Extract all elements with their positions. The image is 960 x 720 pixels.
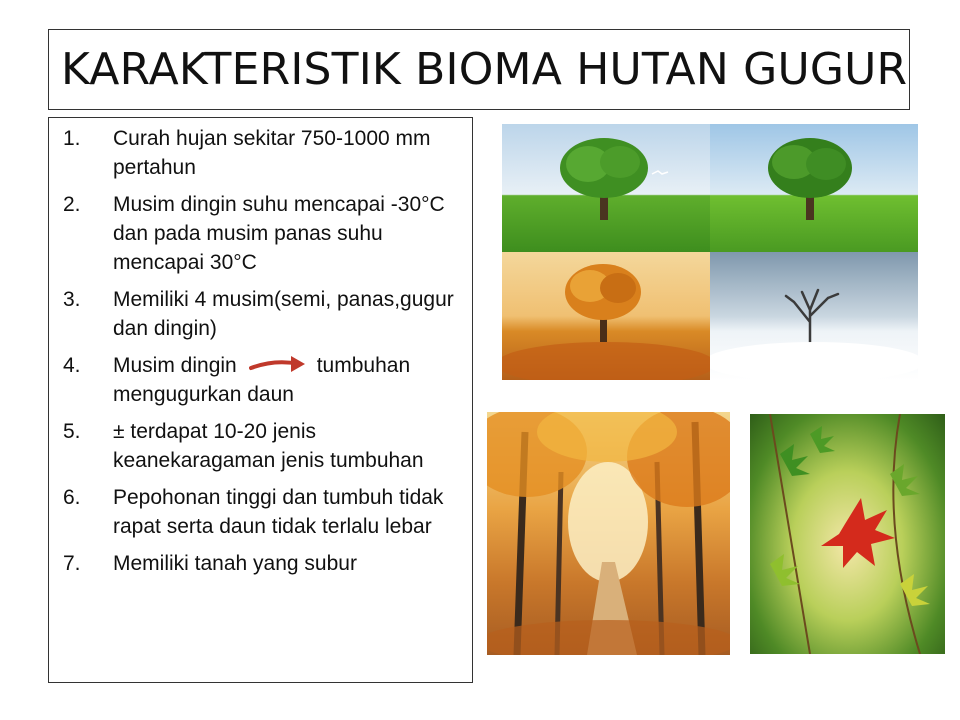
list-item (63, 417, 462, 475)
summer-tree-image (710, 124, 918, 252)
red-leaf-image (750, 414, 945, 654)
list-item-number: 4. (63, 354, 81, 377)
list-item-number: 5. (63, 420, 81, 443)
list-item-text: ± terdapat 10-20 jenis keanekaragaman jenis tumbuhan (113, 420, 424, 472)
title-box (48, 29, 910, 110)
list-item (63, 124, 462, 182)
list-item-text: Curah hujan sekitar 750-1000 mm pertahun (113, 127, 431, 179)
list-item (63, 285, 462, 343)
list-item-text: Musim dingin suhu mencapai -30°C dan pada musim panas suhu mencapai 30°C (113, 193, 445, 274)
list-item-text-after-arrow: tumbuhan mengugurkan daun (113, 354, 411, 406)
slide-title: KARAKTERISTIK BIOMA HUTAN GUGUR (61, 44, 908, 95)
characteristics-list-box (48, 117, 473, 683)
four-seasons-tree-image (502, 124, 918, 380)
autumn-tree-image (502, 252, 710, 380)
list-item-text: Memiliki tanah yang subur (113, 552, 357, 575)
list-item-number: 1. (63, 127, 81, 150)
list-item (63, 351, 462, 409)
list-item-text (113, 351, 462, 409)
right-arrow-icon (249, 353, 309, 375)
spring-tree-image (502, 124, 710, 252)
list-item-number: 3. (63, 288, 81, 311)
winter-tree-image (710, 252, 918, 380)
list-item (63, 549, 462, 578)
list-item-number: 2. (63, 193, 81, 216)
autumn-forest-path-image (487, 412, 730, 655)
list-item-text: Memiliki 4 musim(semi, panas,gugur dan dingin) (113, 288, 454, 340)
characteristics-list (63, 124, 462, 578)
list-item-text: Pepohonan tinggi dan tumbuh tidak rapat serta daun tidak terlalu lebar (113, 486, 444, 538)
list-item (63, 190, 462, 277)
list-item-number: 7. (63, 552, 81, 575)
list-item-text-before-arrow: Musim dingin (113, 354, 237, 377)
list-item-number: 6. (63, 486, 81, 509)
list-item (63, 483, 462, 541)
